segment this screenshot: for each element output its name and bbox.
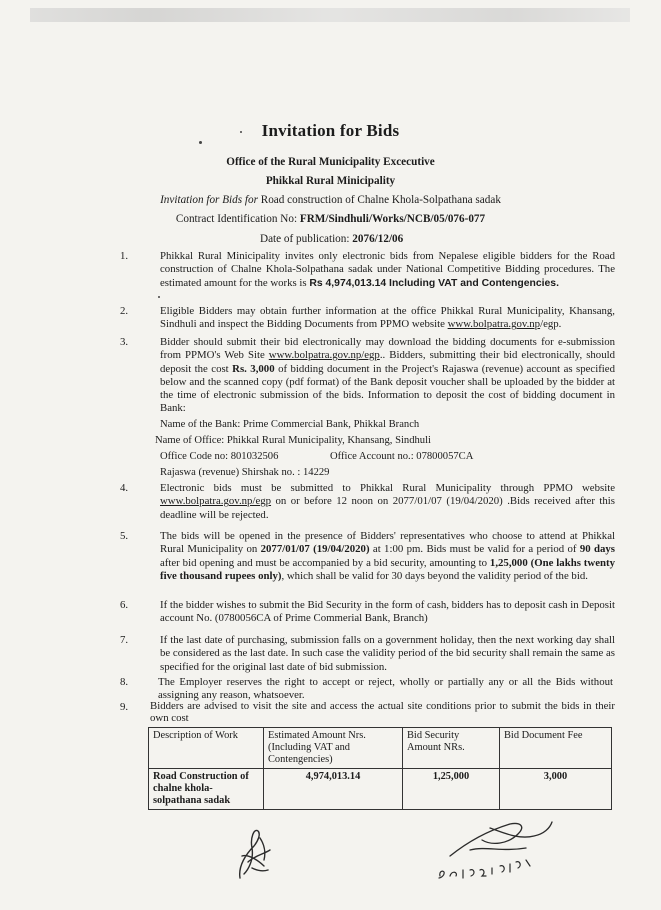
table-cell-description: Road Construction of chalne khola-solpathana sadak	[149, 769, 264, 810]
item-number: 8.	[120, 676, 129, 688]
item-number: 1.	[120, 250, 129, 262]
item-number: 7.	[120, 634, 129, 646]
item-body: at 1:00 pm. Bids must be valid for a period of	[369, 543, 580, 556]
document-cost: Rs. 3,000	[232, 362, 275, 375]
contract-number: FRM/Sindhuli/Works/NCB/05/076-077	[299, 213, 486, 225]
item-body: Bidder should submit their bid electronically may download the bidding documents for e-submission from PPMO's Web Site	[160, 336, 615, 362]
office-name: Office of the Rural Municipality Excecutive	[226, 156, 435, 168]
municipality-name: Phikkal Rural Minicipality	[265, 175, 396, 187]
scan-speck	[199, 141, 202, 144]
bid-summary-table	[148, 727, 612, 810]
table-cell-fee: 3,000	[500, 769, 612, 810]
publication-label: Date of publication:	[260, 233, 353, 245]
item-text: If the last date of purchasing, submission falls on a government holiday, then the next working day shall be considered as the last date. In such case the validity period of the bid security shall remain the same as specified for the original last date of bid submission.	[160, 634, 615, 673]
validity-days: 90 days	[579, 543, 615, 556]
ppmo-link[interactable]: www.bolpatra.gov.np/egp	[268, 349, 380, 362]
scan-speck	[158, 296, 160, 298]
invitation-line	[0, 194, 661, 206]
item-number: 5.	[120, 530, 129, 542]
item-body: , which shall be valid for 30 days beyond the validity period of the bid.	[281, 569, 588, 582]
item-body: .. Bidders, submitting their bid electronically, should deposit the cost	[160, 349, 615, 375]
document-title: Invitation for Bids	[261, 121, 400, 140]
ppmo-link[interactable]: www.bolpatra.gov.np	[447, 318, 541, 331]
table-cell-security: 1,25,000	[403, 769, 500, 810]
item-text: Bidders are advised to visit the site and access the actual site conditions prior to submit the bids in their own cost	[150, 700, 615, 724]
item-number: 4.	[120, 482, 129, 494]
office-code: Office Code no: 801032506	[160, 451, 279, 462]
signature-right	[430, 810, 570, 882]
table-header-cell: Bid Security Amount NRs.	[403, 728, 500, 769]
item-number: 6.	[120, 599, 129, 611]
scan-edge-artifact	[30, 8, 630, 22]
table-header-cell: Estimated Amount Nrs. (Including VAT and Contengencies)	[264, 728, 403, 769]
table-header-cell: Description of Work	[149, 728, 264, 769]
item-body: Eligible Bidders may obtain further information at the office Phikkal Rural Municipality, Khansang, Sindhuli and inspect the Bidding Documents from PPMO website	[160, 305, 615, 331]
item-number: 3.	[120, 336, 129, 348]
contract-label: Contract Identification No:	[175, 213, 300, 225]
contract-line	[0, 213, 661, 225]
publication-line	[260, 233, 403, 245]
item-text: If the bidder wishes to submit the Bid Security in the form of cash, bidders has to deposit cash in Deposit account No. (0780056CA of Prime Commerial Bank, Branch)	[160, 599, 615, 625]
item-number: 9.	[120, 701, 129, 713]
ppmo-link[interactable]: www.bolpatra.gov.np/egp	[160, 495, 272, 508]
table-header-cell: Bid Document Fee	[500, 728, 612, 769]
invitation-prefix: Invitation for Bids for	[160, 194, 258, 206]
bank-office: Name of Office: Phikkal Rural Municipality, Khansang, Sindhuli	[155, 435, 431, 446]
opening-date: 2077/01/07 (19/04/2020)	[260, 543, 370, 556]
item-text	[160, 250, 615, 290]
item-text	[160, 530, 615, 583]
signature-left	[228, 826, 280, 884]
item-body: after bid opening and must be accompanied by a bid security, amounting to	[160, 556, 490, 569]
bank-name: Name of the Bank: Prime Commercial Bank, Phikkal Branch	[160, 419, 420, 430]
estimated-amount: Rs 4,974,013.14 Including VAT and Contengencies.	[309, 277, 559, 289]
bid-security-amount: 1,25,000 (One lakhs twenty five thousand rupees only)	[160, 556, 615, 582]
item-body: Phikkal Rural Minicipality invites only electronic bids from Nepalese eligible bidders for the Road construction of Chalne Khola-Solpathana sadak under National Competitive Bidding procedures. The estimated amount for the works is	[160, 250, 615, 289]
invitation-project: Road construction of Chalne Khola-Solpathana sadak	[257, 194, 501, 206]
item-body: of bidding document in the Project's Rajaswa (revenue) account as specified below and the scanned copy (pdf format) of the Bank deposit voucher shall be uploaded by the bidder at the time of electronic submission of the bids. Information to deposit the cost of bidding document in Bank:	[160, 362, 615, 415]
item-text: The Employer reserves the right to accept or reject, wholly or partially any or all the Bids without assigning any reason, whatsoever.	[158, 676, 613, 702]
table-header-row	[149, 728, 612, 769]
publication-date: 2076/12/06	[352, 233, 404, 245]
item-body: on or before 12 noon on 2077/01/07 (19/04/2020) .Bids received after this deadline will be rejected.	[160, 495, 615, 521]
item-body: The bids will be opened in the presence of Bidders' representatives who choose to attend at Phikkal Rural Municipality on	[160, 530, 615, 556]
item-body-tail: /egp.	[540, 318, 562, 331]
item-text	[160, 305, 615, 332]
item-text	[160, 482, 615, 522]
table-cell-amount: 4,974,013.14	[264, 769, 403, 810]
item-number: 2.	[120, 305, 129, 317]
item-text	[160, 336, 615, 416]
rajaswa-shirshak: Rajaswa (revenue) Shirshak no. : 14229	[160, 467, 330, 478]
office-account: Office Account no.: 07800057CA	[330, 451, 474, 462]
table-row	[149, 769, 612, 810]
item-body: Electronic bids must be submitted to Phikkal Rural Municipality through PPMO website	[160, 482, 615, 494]
